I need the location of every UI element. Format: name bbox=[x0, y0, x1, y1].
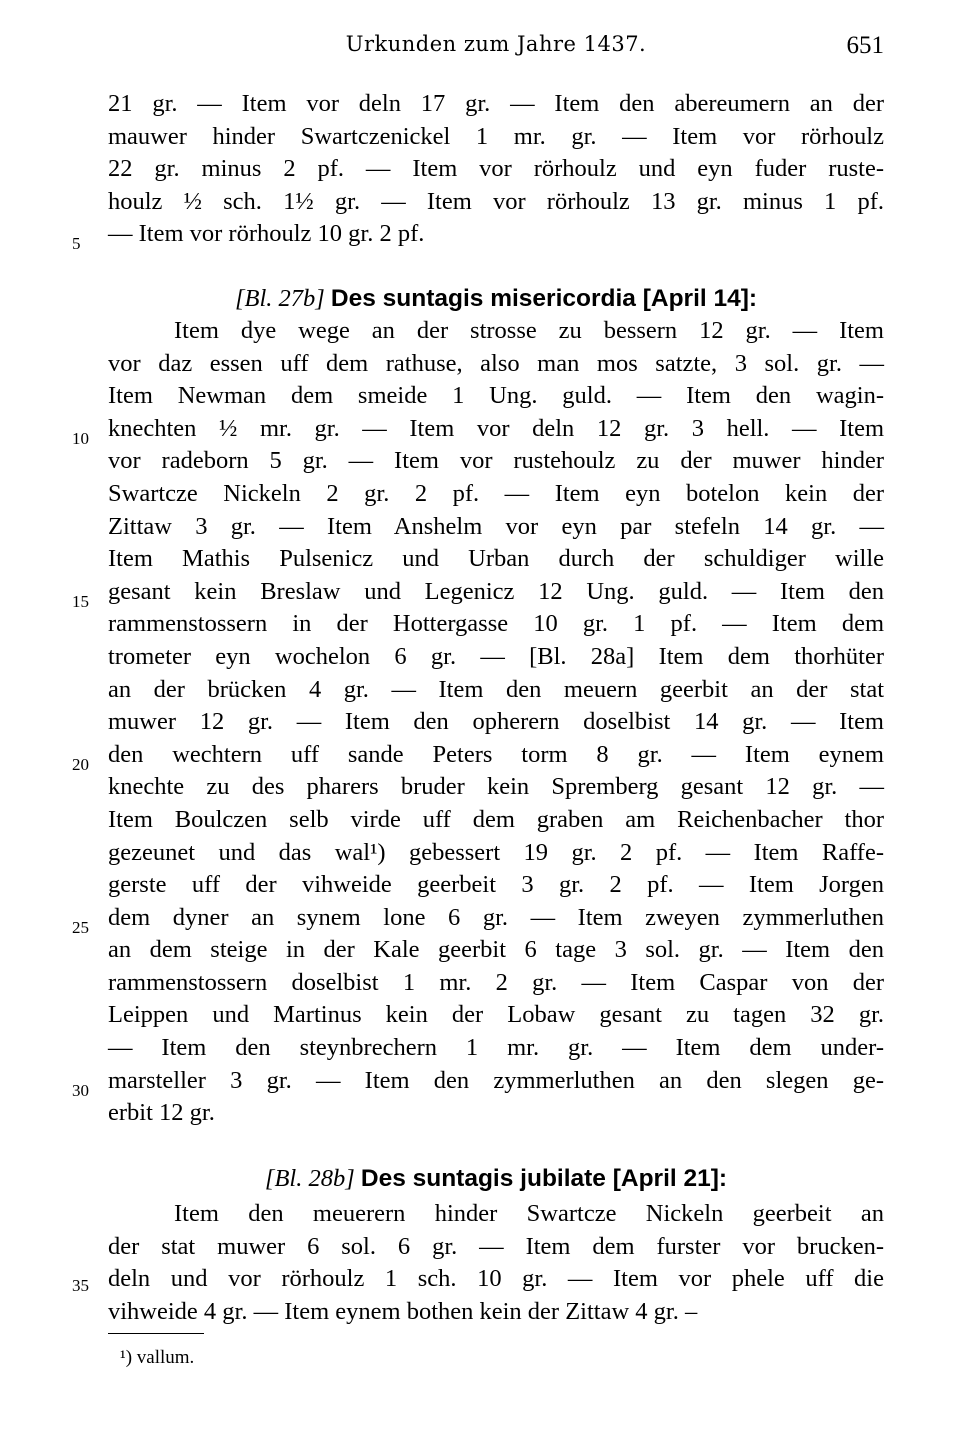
text-line: Item dye wege an der strosse zu bessern 12 gr. — Item bbox=[174, 317, 884, 344]
text-line: — Item vor rörhoulz 10 gr. 2 pf. bbox=[108, 220, 425, 248]
section-heading bbox=[108, 282, 884, 316]
text-line: trometer eyn wochelon 6 gr. — [Bl. 28a] Item dem thorhüter bbox=[108, 642, 884, 670]
text-line: Leippen und Martinus kein der Lobaw gesant zu tagen 32 gr. bbox=[108, 1001, 884, 1029]
text-line: gezeunet und das wal¹) gebessert 19 gr. 2 pf. — Item Raffe- bbox=[108, 838, 884, 866]
heading-title: Des suntagis misericordia [April 14]: bbox=[330, 285, 758, 312]
text-line: an der brücken 4 gr. — Item den meuern geerbit an der stat bbox=[108, 675, 884, 703]
page-number: 651 bbox=[846, 32, 884, 59]
line-number: 30 bbox=[72, 1081, 89, 1100]
text-line: Item Boulczen selb virde uff dem graben am Reichenbacher thor bbox=[108, 805, 884, 833]
heading-title: Des suntagis jubilate [April 21]: bbox=[360, 1165, 728, 1192]
folio-reference: [Bl. 28b] bbox=[264, 1165, 355, 1192]
text-line: vor daz essen uff dem rathuse, also man mos satzte, 3 sol. gr. — bbox=[108, 349, 884, 377]
text-line: gerste uff der vihweide geerbeit 3 gr. 2 pf. — Item Jorgen bbox=[108, 871, 884, 899]
text-line: Swartcze Nickeln 2 gr. 2 pf. — Item eyn botelon kein der bbox=[108, 479, 884, 507]
text-line: Item Mathis Pulsenicz und Urban durch der schuldiger wille bbox=[108, 545, 884, 573]
text-line: knechten ½ mr. gr. — Item vor deln 12 gr. 3 hell. — Item bbox=[108, 414, 884, 442]
text-line: muwer 12 gr. — Item den opherern doselbist 14 gr. — Item bbox=[108, 708, 884, 736]
folio-reference: [Bl. 27b] bbox=[234, 285, 325, 312]
text-line: dem dyner an synem lone 6 gr. — Item zweyen zymmerluthen bbox=[108, 903, 884, 931]
line-number: 10 bbox=[72, 429, 89, 448]
text-line: 21 gr. — Item vor deln 17 gr. — Item den abereumern an der bbox=[108, 90, 884, 117]
text-line: rammenstossern in der Hottergasse 10 gr. 1 pf. — Item dem bbox=[108, 610, 884, 638]
line-number: 25 bbox=[72, 918, 89, 937]
paragraph bbox=[108, 315, 884, 1130]
running-title: Urkunden zum Jahre 1437. bbox=[345, 32, 647, 56]
text-line: marsteller 3 gr. — Item den zymmerluthen an den slegen ge- bbox=[108, 1066, 884, 1094]
text-line: — Item den steynbrechern 1 mr. gr. — Item dem under- bbox=[108, 1034, 884, 1062]
text-line: vor radeborn 5 gr. — Item vor rustehoulz zu der muwer hinder bbox=[108, 447, 884, 475]
line-number: 5 bbox=[72, 234, 81, 253]
text-line: erbit 12 gr. bbox=[108, 1099, 215, 1127]
line-number: 15 bbox=[72, 592, 89, 611]
text-line: houlz ½ sch. 1½ gr. — Item vor rörhoulz 13 gr. minus 1 pf. bbox=[108, 187, 884, 215]
footnote-rule bbox=[108, 1333, 204, 1334]
text-line: 22 gr. minus 2 pf. — Item vor rörhoulz und eyn fuder ruste- bbox=[108, 155, 884, 183]
text-line: vihweide 4 gr. — Item eynem bothen kein der Zittaw 4 gr. – bbox=[108, 1297, 698, 1325]
footnote: ¹) vallum. bbox=[120, 1347, 195, 1368]
section-heading bbox=[108, 1162, 884, 1196]
line-number: 35 bbox=[72, 1276, 89, 1295]
text-line: knechte zu des pharers bruder kein Spremberg gesant 12 gr. — bbox=[108, 773, 884, 801]
text-line: rammenstossern doselbist 1 mr. 2 gr. — Item Caspar von der bbox=[108, 968, 884, 996]
page-header bbox=[108, 32, 884, 66]
text-line: deln und vor rörhoulz 1 sch. 10 gr. — Item vor phele uff die bbox=[108, 1265, 884, 1293]
text-line: der stat muwer 6 sol. 6 gr. — Item dem furster vor brucken- bbox=[108, 1232, 884, 1260]
text-line: an dem steige in der Kale geerbit 6 tage 3 sol. gr. — Item den bbox=[108, 936, 884, 964]
text-line: mauwer hinder Swartczenickel 1 mr. gr. — Item vor rörhoulz bbox=[108, 122, 884, 150]
paragraph-continuation bbox=[108, 88, 884, 251]
text-line: gesant kein Breslaw und Legenicz 12 Ung. guld. — Item den bbox=[108, 577, 884, 605]
paragraph bbox=[108, 1198, 884, 1328]
text-line: Item den meuerern hinder Swartcze Nickeln geerbeit an bbox=[174, 1200, 884, 1227]
text-line: Item Newman dem smeide 1 Ung. guld. — Item den wagin- bbox=[108, 382, 884, 410]
text-line: Zittaw 3 gr. — Item Anshelm vor eyn par stefeln 14 gr. — bbox=[108, 512, 884, 540]
line-number: 20 bbox=[72, 755, 89, 774]
text-line: den wechtern uff sande Peters torm 8 gr. — Item eynem bbox=[108, 740, 884, 768]
